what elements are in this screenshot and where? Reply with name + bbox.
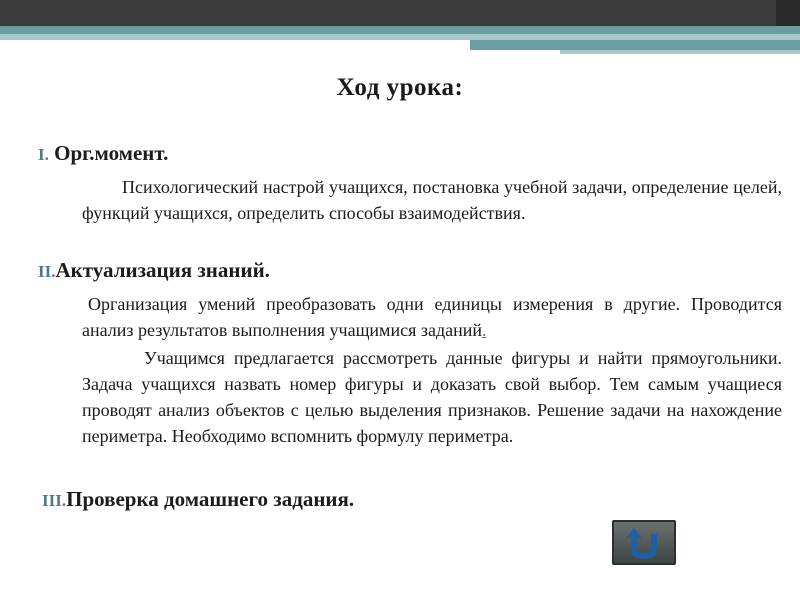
top-bar <box>0 0 780 26</box>
slide-title: Ход урока: <box>336 74 464 101</box>
section-numeral-2: II. <box>38 262 56 281</box>
section-title-2: Актуализация знаний. <box>55 258 270 282</box>
section-numeral-3: III. <box>42 491 67 510</box>
header-stripe <box>0 26 800 34</box>
section-heading-1 <box>38 141 168 166</box>
header-stripe-notch-light <box>560 50 800 54</box>
return-arrow-icon <box>624 526 664 560</box>
section-2-paragraph-1-text: Организация умений преобразовать одни единицы измерения в другие. Проводится анализ результатов выполнения учащимися заданий <box>82 294 782 340</box>
section-title-1: Орг.момент. <box>54 141 169 165</box>
section-heading-3 <box>42 487 354 512</box>
section-1-paragraph: Психологический настрой учащихся, постановка учебной задачи, определение целей, функций учащихся, определить способы взаимодействия. <box>82 177 782 223</box>
accent-mark: . <box>482 320 487 340</box>
section-numeral-1: I. <box>38 145 49 164</box>
section-heading-2 <box>38 258 270 283</box>
section-2-paragraph-1 <box>82 291 782 343</box>
return-button[interactable] <box>612 520 676 565</box>
section-title-3: Проверка домашнего задания. <box>66 487 355 511</box>
section-2-paragraph-2: Учащимся предлагается рассмотреть данные фигуры и найти прямоугольники. Задача учащихся назвать номер фигуры и доказать свой выбор. Тем самым учащиеся проводят анализ объектов с целью выделения признаков. Решение задачи на нахождение периметра. Необходимо вспомнить формулу периметра. <box>82 348 782 446</box>
header-stripe-notch <box>470 40 800 50</box>
top-bar-accent <box>776 0 800 26</box>
